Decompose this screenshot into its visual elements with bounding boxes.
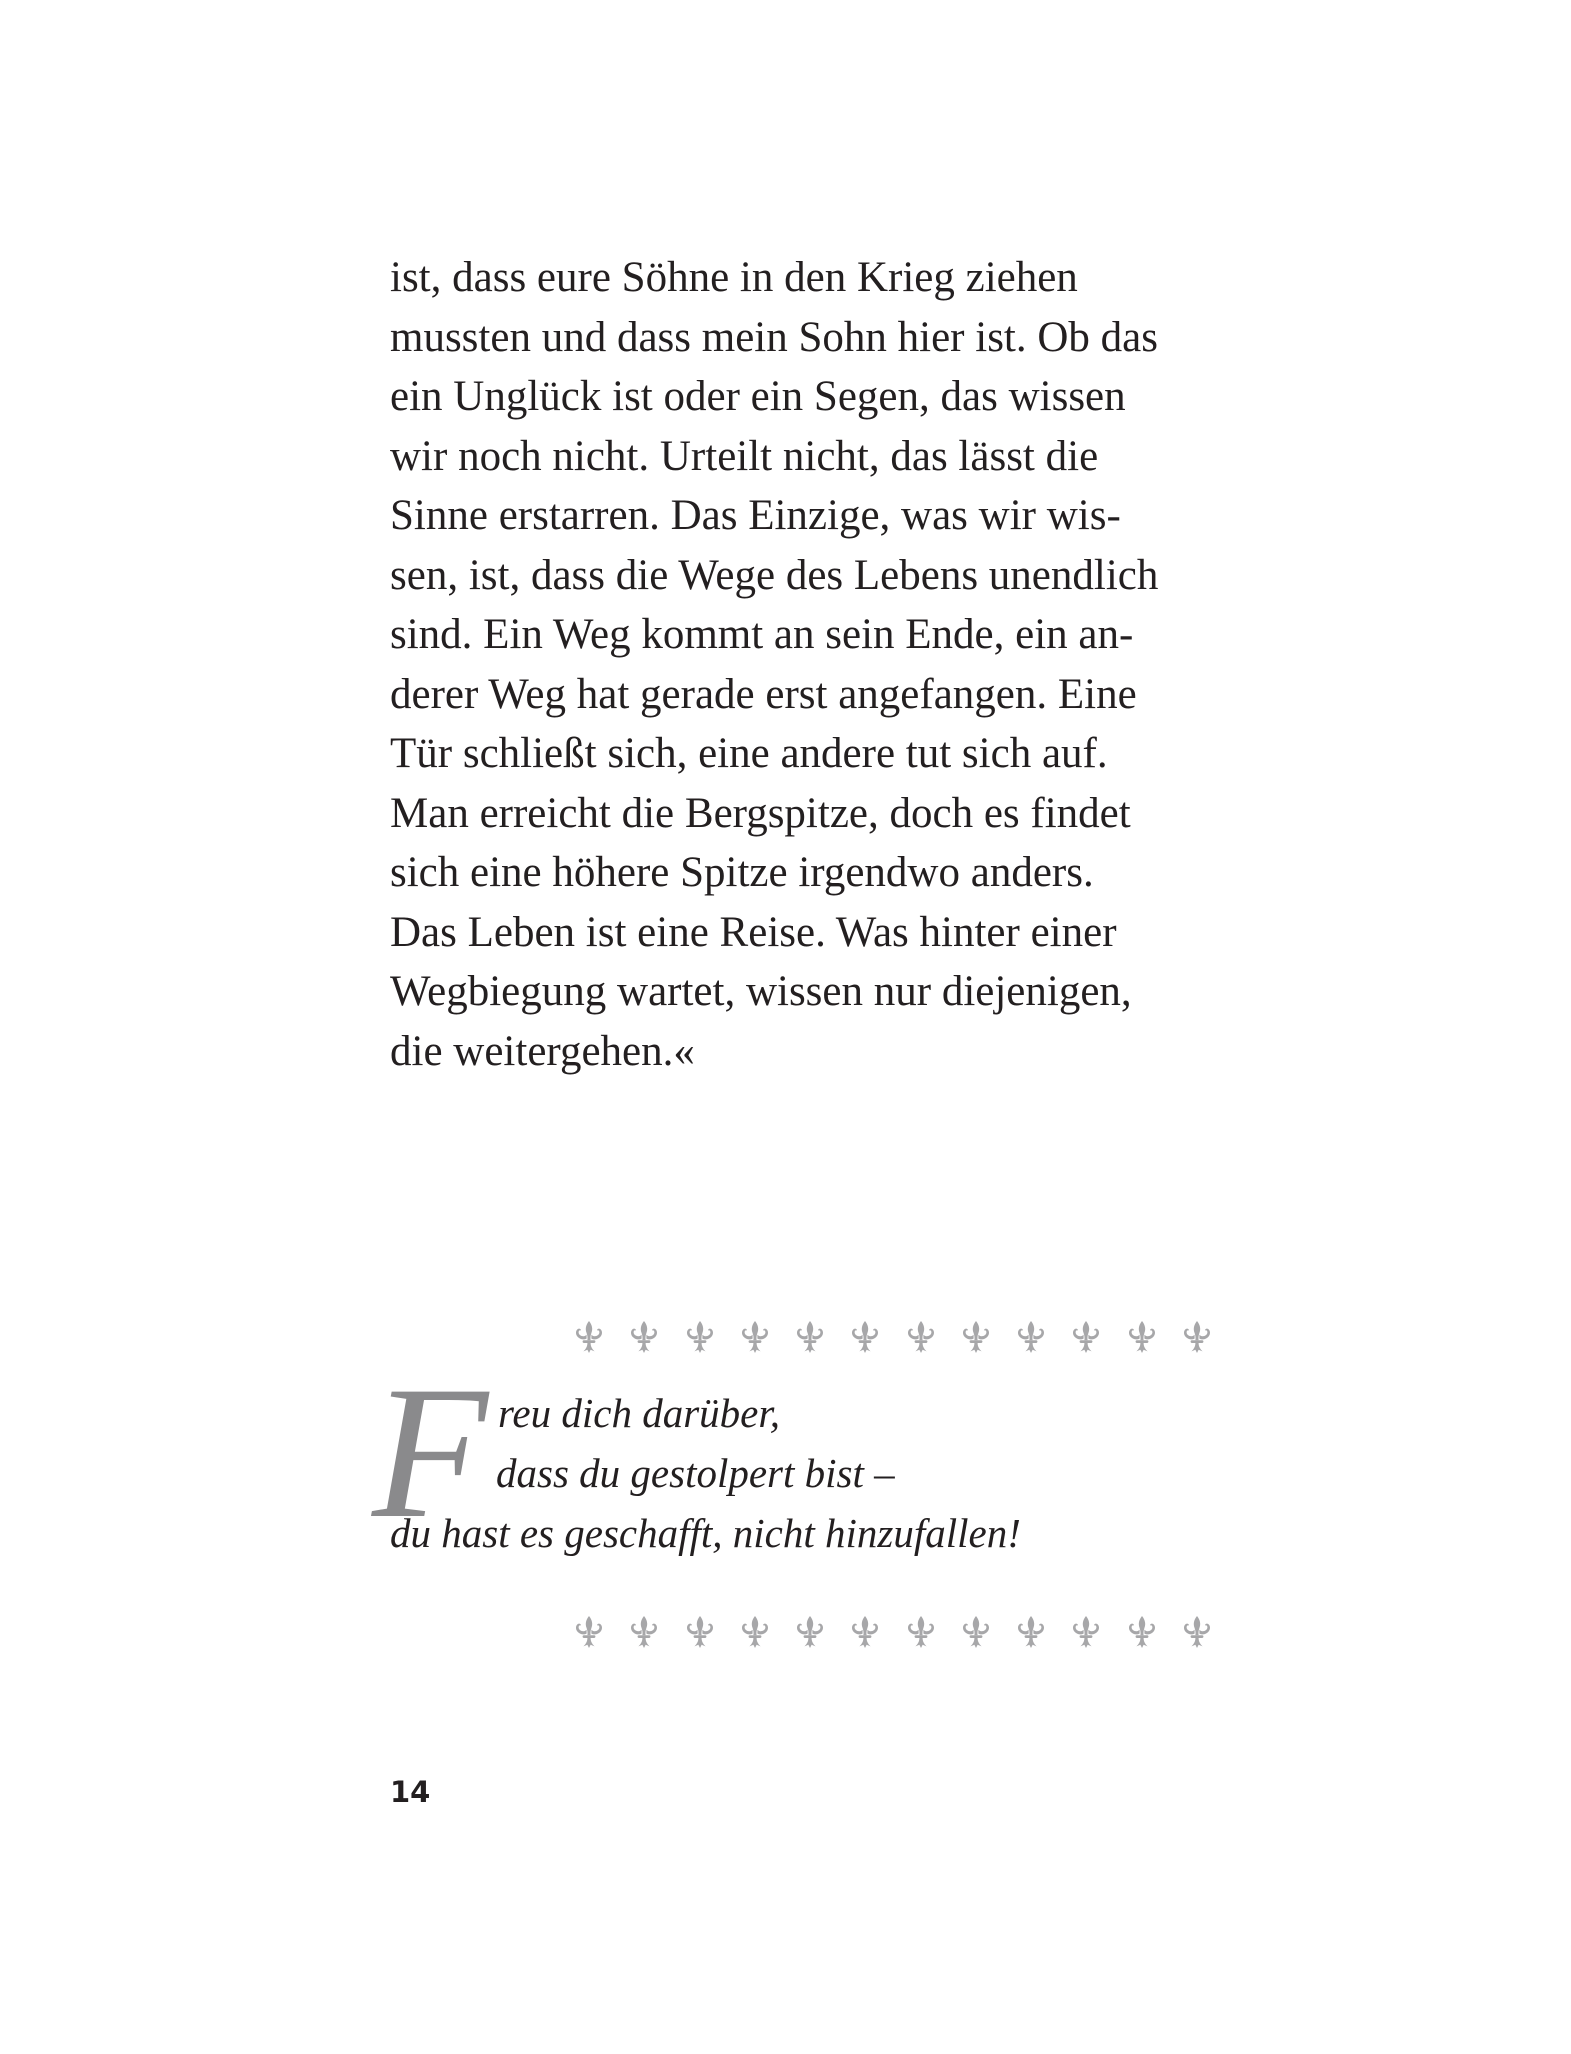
fleur-de-lis-icon	[628, 1319, 660, 1355]
fleur-de-lis-icon	[739, 1614, 771, 1650]
body-line: die weitergehen.«	[390, 1027, 695, 1075]
fleur-de-lis-icon	[573, 1614, 605, 1650]
page-number: 14	[390, 1775, 431, 1809]
fleur-de-lis-icon	[905, 1319, 937, 1355]
fleur-de-lis-icon	[1070, 1319, 1102, 1355]
body-line: Tür schließt sich, eine andere tut sich auf.	[390, 730, 1108, 777]
fleur-de-lis-icon	[849, 1614, 881, 1650]
fleur-de-lis-icon	[739, 1319, 771, 1355]
fleur-de-lis-icon	[1181, 1319, 1213, 1355]
quote-line-3: du hast es geschafft, nicht hinzufallen!	[390, 1510, 1021, 1556]
quote-block	[372, 1348, 1272, 1580]
fleur-de-lis-icon	[573, 1319, 605, 1355]
body-line: derer Weg hat gerade erst angefangen. Eine	[390, 670, 1137, 718]
body-line: Sinne erstarren. Das Einzige, was wir wis-	[390, 492, 1121, 539]
fleur-de-lis-icon	[794, 1319, 826, 1355]
fleur-de-lis-icon	[905, 1614, 937, 1650]
fleur-de-lis-icon	[684, 1319, 716, 1355]
body-line: Wegbiegung wartet, wissen nur diejenigen,	[390, 968, 1132, 1015]
body-line: sen, ist, dass die Wege des Lebens unendlich	[390, 551, 1159, 599]
body-line: mussten und dass mein Sohn hier ist. Ob das	[390, 313, 1158, 361]
fleur-de-lis-icon	[849, 1319, 881, 1355]
quote-line-2: dass du gestolpert bist –	[496, 1450, 895, 1496]
fleur-de-lis-icon	[684, 1614, 716, 1650]
body-line: wir noch nicht. Urteilt nicht, das lässt die	[390, 432, 1099, 480]
drop-cap: F	[372, 1348, 489, 1558]
body-line: Das Leben ist eine Reise. Was hinter einer	[390, 908, 1117, 956]
fleur-de-lis-icon	[1015, 1614, 1047, 1650]
fleur-de-lis-icon	[628, 1614, 660, 1650]
body-line: sind. Ein Weg kommt an sein Ende, ein an-	[390, 611, 1134, 658]
ornament-row-top	[573, 1317, 1213, 1357]
fleur-de-lis-icon	[1126, 1319, 1158, 1355]
fleur-de-lis-icon	[960, 1319, 992, 1355]
fleur-de-lis-icon	[960, 1614, 992, 1650]
body-text	[390, 248, 1240, 1081]
fleur-de-lis-icon	[1181, 1614, 1213, 1650]
fleur-de-lis-icon	[1015, 1319, 1047, 1355]
body-line: Man erreicht die Bergspitze, doch es findet	[390, 789, 1131, 837]
fleur-de-lis-icon	[1070, 1614, 1102, 1650]
ornament-row-bottom	[573, 1612, 1213, 1652]
quote-line-1: reu dich darüber,	[498, 1390, 781, 1436]
body-line: sich eine höhere Spitze irgendwo anders.	[390, 849, 1094, 896]
body-line: ein Unglück ist oder ein Segen, das wissen	[390, 373, 1126, 420]
fleur-de-lis-icon	[794, 1614, 826, 1650]
fleur-de-lis-icon	[1126, 1614, 1158, 1650]
body-line: ist, dass eure Söhne in den Krieg ziehen	[390, 254, 1078, 301]
